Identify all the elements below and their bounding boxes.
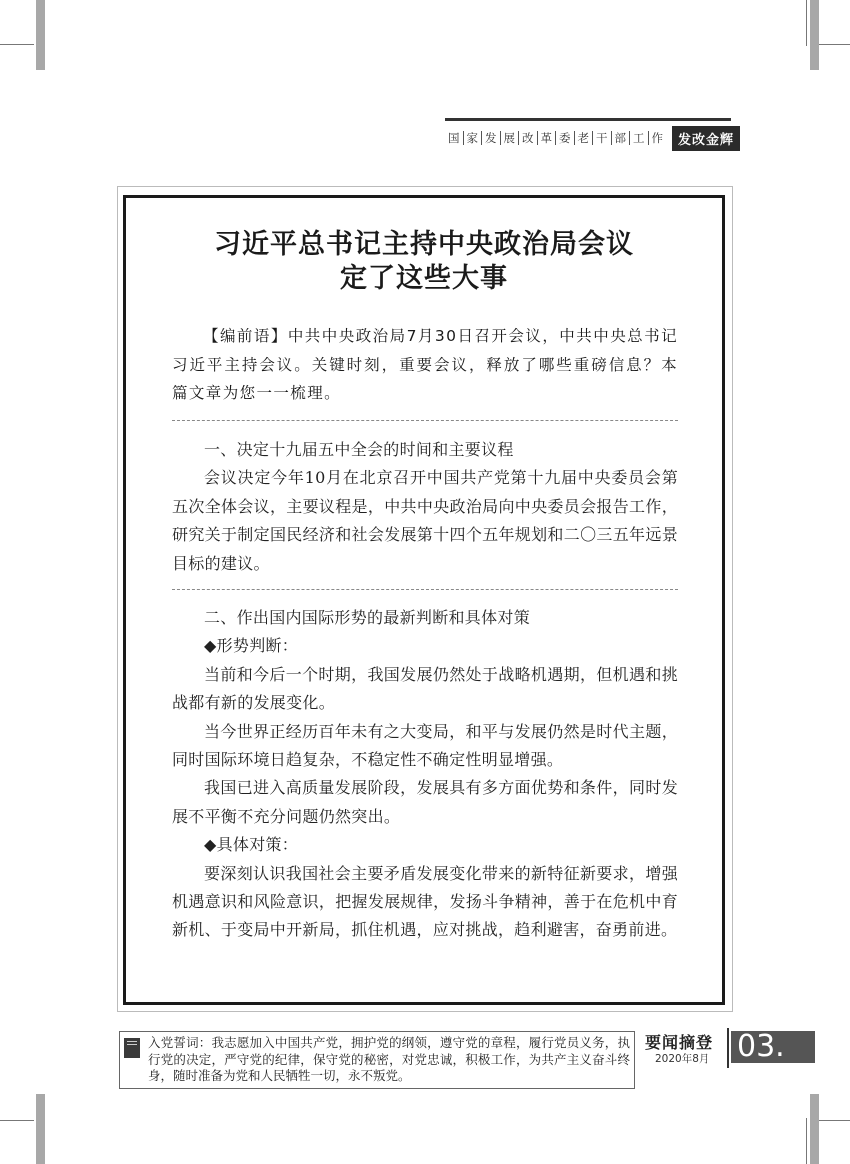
dashed-divider [172, 420, 678, 421]
book-icon [124, 1038, 140, 1058]
org-char: 老 [575, 131, 594, 145]
crop-mark [806, 0, 807, 46]
crop-mark [816, 44, 850, 45]
column-name: 要闻摘登 [645, 1033, 714, 1052]
publication-header [445, 128, 740, 148]
section-2 [172, 604, 678, 945]
article-title [123, 228, 725, 296]
registration-bar [810, 0, 819, 70]
subheading: ◆具体对策： [204, 835, 299, 855]
registration-bar [810, 1094, 819, 1164]
crop-mark [806, 1118, 807, 1164]
org-char: 委 [556, 131, 575, 145]
party-oath: 入党誓词：我志愿加入中国共产党，拥护党的纲领，遵守党的章程，履行党员义务，执行党的决定，严守党的纪律，保守党的秘密，对党忠诚，积极工作，为共产主义奋斗终身，随时准备为党和人民牺牲一切，永不叛党。 [148, 1035, 630, 1083]
org-char: 部 [612, 131, 631, 145]
header-rule [445, 118, 731, 121]
organization-name [445, 131, 666, 145]
section-1 [172, 436, 678, 578]
org-char: 革 [538, 131, 557, 145]
org-char: 家 [464, 131, 483, 145]
org-char: 改 [519, 131, 538, 145]
org-char: 国 [445, 131, 464, 145]
page-number: 03. [731, 1031, 815, 1063]
registration-bar [36, 0, 45, 70]
editor-note: 【编前语】中共中央政治局7月30日召开会议，中共中央总书记习近平主持会议。关键时刻，重要会议，释放了哪些重磅信息？本篇文章为您一一梳理。 [172, 327, 678, 402]
crop-mark [0, 44, 34, 45]
crop-mark [0, 1120, 34, 1121]
section-heading: 二、作出国内国际形势的最新判断和具体对策 [204, 608, 531, 627]
page-separator [727, 1028, 729, 1068]
org-char: 工 [630, 131, 649, 145]
issue-date: 2020年8月 [655, 1053, 710, 1065]
title-line: 习近平总书记主持中央政治局会议 [214, 229, 634, 260]
publication-badge: 发改金辉 [672, 126, 740, 151]
org-char: 发 [482, 131, 501, 145]
org-char: 展 [501, 131, 520, 145]
crop-mark [816, 1120, 850, 1121]
registration-bar [36, 1094, 45, 1164]
dashed-divider [172, 589, 678, 590]
paragraph: 要深刻认识我国社会主要矛盾发展变化带来的新特征新要求，增强机遇意识和风险意识，把握发展规律，发扬斗争精神，善于在危机中育新机、于变局中开新局，抓住机遇，应对挑战，趋利避害，奋勇前进。 [172, 863, 678, 940]
paragraph: 当今世界正经历百年未有之大变局，和平与发展仍然是时代主题，同时国际环境日趋复杂，不稳定性不确定性明显增强。 [172, 721, 678, 770]
org-char: 干 [593, 131, 612, 145]
paragraph: 当前和今后一个时期，我国发展仍然处于战略机遇期，但机遇和挑战都有新的发展变化。 [172, 664, 678, 713]
subheading: ◆形势判断： [204, 636, 299, 656]
title-line: 定了这些大事 [340, 263, 508, 294]
paragraph: 我国已进入高质量发展阶段，发展具有多方面优势和条件，同时发展不平衡不充分问题仍然突出。 [172, 778, 678, 826]
section-heading: 一、决定十九届五中全会的时间和主要议程 [204, 440, 514, 459]
org-char: 作 [651, 131, 663, 145]
paragraph: 会议决定今年10月在北京召开中国共产党第十九届中央委员会第五次全体会议，主要议程是，中共中央政治局向中央委员会报告工作，研究关于制定国民经济和社会发展第十四个五年规划和二〇三五年远景目标的建议。 [172, 468, 678, 573]
